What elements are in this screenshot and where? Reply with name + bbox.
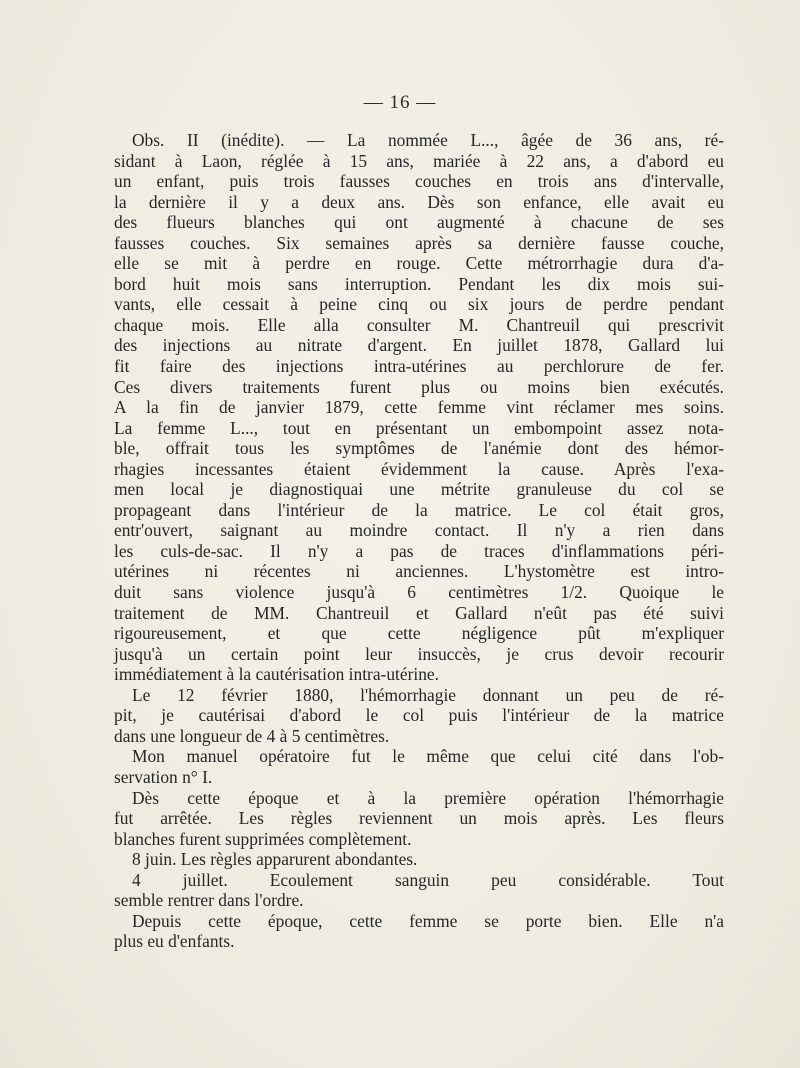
text-line: La femme L..., tout en présentant un embompoint assez nota- [114,417,724,438]
text-line: Depuis cette époque, cette femme se porte bien. Elle n'a [132,910,724,931]
text-line: des injections au nitrate d'argent. En juillet 1878, Gallard lui [114,335,724,356]
text-line: fut arrêtée. Les règles reviennent un mois après. Les fleurs [114,808,724,829]
text-line: Dès cette époque et à la première opération l'hémorrhagie [132,787,724,808]
text-line: men local je diagnostiquai une métrite granuleuse du col se [114,479,724,500]
text-line: chaque mois. Elle alla consulter M. Chantreuil qui prescrivit [114,314,724,335]
text-line: immédiatement à la cautérisation intra-utérine. [114,664,439,685]
text-line: fit faire des injections intra-utérines au perchlorure de fer. [114,356,724,377]
text-line: la dernière il y a deux ans. Dès son enfance, elle avait eu [114,191,724,212]
text-line: des flueurs blanches qui ont augmenté à chacune de ses [114,212,724,233]
text-line: propageant dans l'intérieur de la matrice. Le col était gros, [114,499,724,520]
text-line: fausses couches. Six semaines après sa dernière fausse couche, [114,232,724,253]
text-line: sidant à Laon, réglée à 15 ans, mariée à 22 ans, a d'abord eu [114,150,724,171]
text-line: 4 juillet. Ecoulement sanguin peu considérable. Tout [132,869,724,890]
text-line: ble, offrait tous les symptômes de l'anémie dont des hémor- [114,438,724,459]
page-number: — 16 — [363,92,437,113]
body-text [114,130,724,952]
text-line: jusqu'à un certain point leur insuccès, je crus devoir recourir [114,643,724,664]
text-line: un enfant, puis trois fausses couches en trois ans d'intervalle, [114,171,724,192]
text-line: les culs-de-sac. Il n'y a pas de traces d'inflammations péri- [114,540,724,561]
text-line: rhagies incessantes étaient évidemment la cause. Après l'exa- [114,458,724,479]
text-line: blanches furent supprimées complètement. [114,828,412,849]
text-line: bord huit mois sans interruption. Pendant les dix mois sui- [114,273,724,294]
text-line: traitement de MM. Chantreuil et Gallard n'eût pas été suivi [114,602,724,623]
text-line: entr'ouvert, saignant au moindre contact. Il n'y a rien dans [114,520,724,541]
text-line: A la fin de janvier 1879, cette femme vint réclamer mes soins. [114,397,724,418]
text-line: dans une longueur de 4 à 5 centimètres. [114,725,390,746]
text-line: Ces divers traitements furent plus ou moins bien exécutés. [114,376,724,397]
text-line: Obs. II (inédite). — La nommée L..., âgée de 36 ans, ré- [132,130,724,150]
text-line: plus eu d'enfants. [114,931,235,952]
text-line: rigoureusement, et que cette négligence pût m'expliquer [114,623,724,644]
text-line: Le 12 février 1880, l'hémorrhagie donnant un peu de ré- [132,684,724,705]
text-line: vants, elle cessait à peine cinq ou six jours de perdre pendant [114,294,724,315]
text-line: 8 juin. Les règles apparurent abondantes. [132,849,418,870]
text-line: semble rentrer dans l'ordre. [114,890,304,911]
text-line: servation n° I. [114,766,213,787]
text-line: pit, je cautérisai d'abord le col puis l'intérieur de la matrice [114,705,724,726]
text-line: utérines ni récentes ni anciennes. L'hystomètre est intro- [114,561,724,582]
text-line: elle se mit à perdre en rouge. Cette métrorrhagie dura d'a- [114,253,724,274]
text-line: Mon manuel opératoire fut le même que celui cité dans l'ob- [132,746,724,767]
text-line: duit sans violence jusqu'à 6 centimètres 1/2. Quoique le [114,582,724,603]
